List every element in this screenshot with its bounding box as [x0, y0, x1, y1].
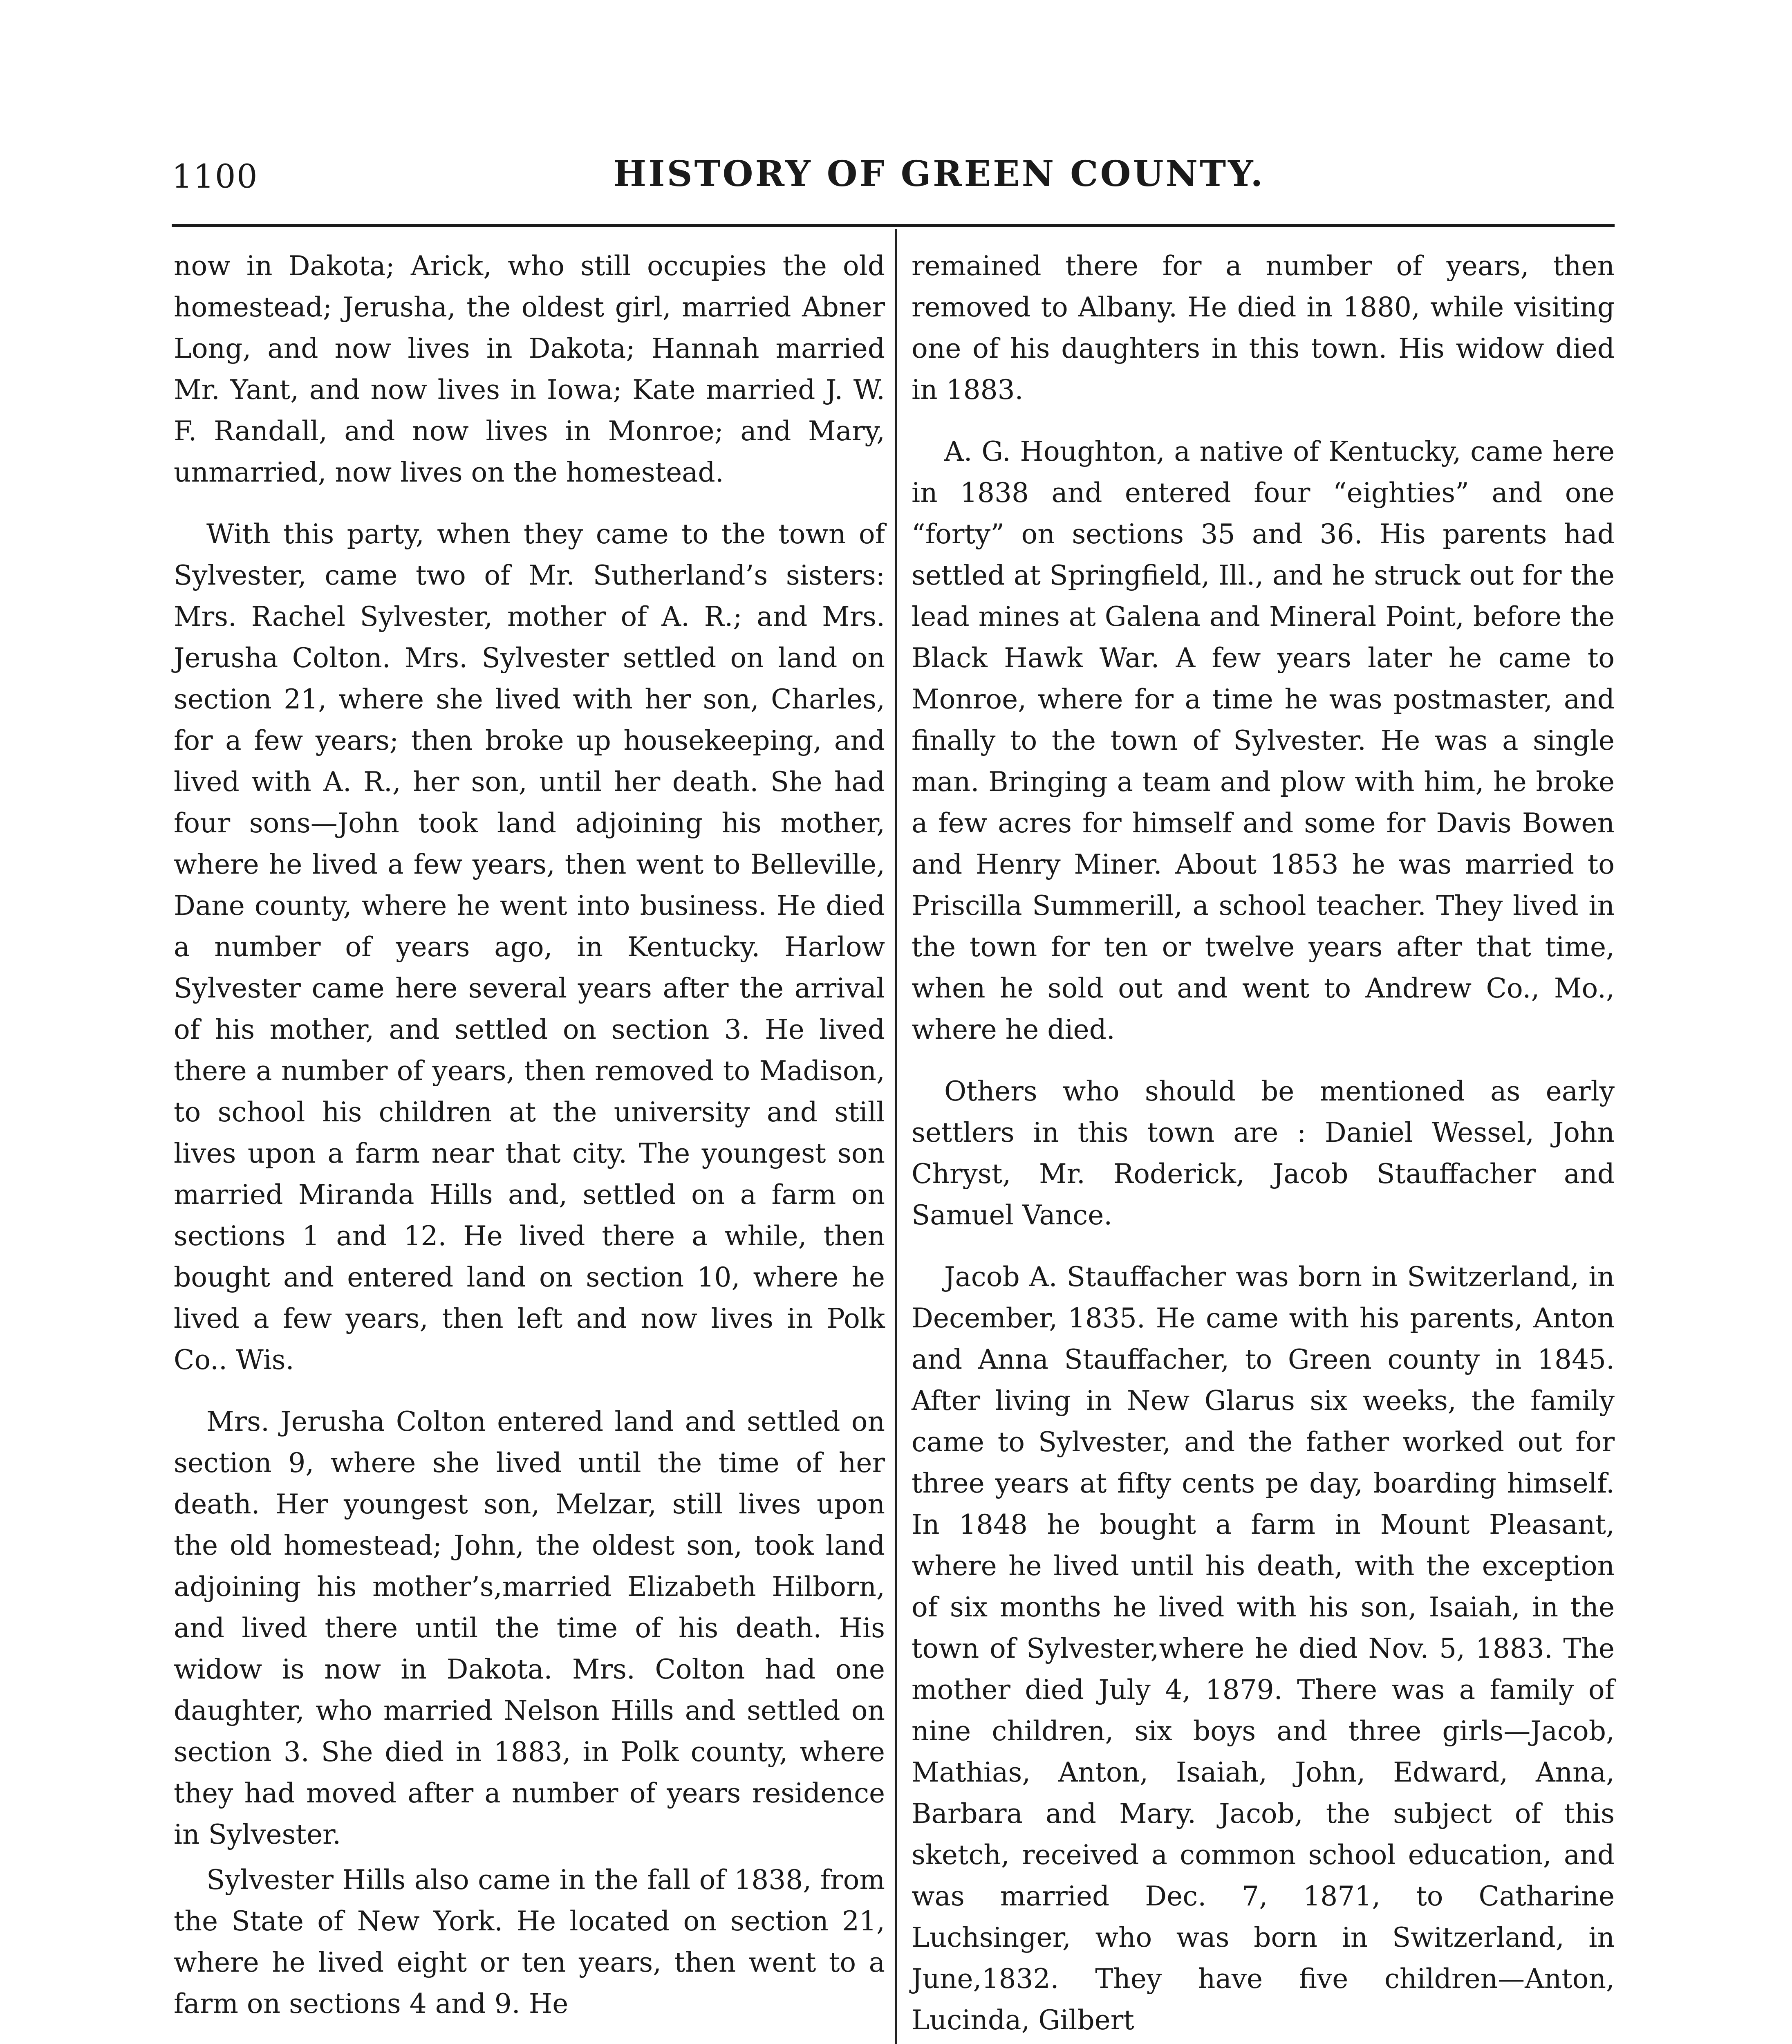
- paragraph-continued: now in Dakota; Arick, who still occupies the old homestead; Jerusha, the oldest girl, married Abner Long, and now lives in Dakota; Hannah married Mr. Yant, and now lives in Iowa; Kate married J. W. F. Randall, and now lives in Monroe; and Mary, unmarried, now lives on the homestead.: [174, 250, 885, 488]
- paragraph-colton-family: Mrs. Jerusha Colton entered land and settled on section 9, where she lived until the time of her death. Her youngest son, Melzar, still lives upon the old homestead; John, the oldest son, took land adjoining his mother’s,married Elizabeth Hilborn, and lived there until the time of his death. His widow is now in Dakota. Mrs. Colton had one daughter, who married Nelson Hills and settled on section 3. She died in 1883, in Polk county, where they had moved after a number of years residence in Sylvester.: [174, 1406, 885, 1850]
- paragraph-houghton: A. G. Houghton, a native of Kentucky, came here in 1838 and entered four “eighties” and one “forty” on sections 35 and 36. His parents had settled at Springfield, Ill., and he struck out for the lead mines at Galena and Mineral Point, before the Black Hawk War. A few years later he came to Monroe, where for a time he was postmaster, and finally to the town of Sylvester. He was a single man. Bringing a team and plow with him, he broke a few acres for himself and some for Davis Bowen and Henry Miner. About 1853 he was married to Priscilla Summerill, a school teacher. They lived in the town for ten or twelve years after that time, when he sold out and went to Andrew Co., Mo., where he died.: [912, 436, 1615, 1045]
- paragraph-stauffacher: Jacob A. Stauffacher was born in Switzerland, in December, 1835. He came with his parents, Anton and Anna Stauffacher, to Green county in 1845. After living in New Glarus six weeks, the family came to Sylvester, and the father worked out for three years at fifty cents pe day, boarding himself. In 1848 he bought a farm in Mount Pleasant, where he lived until his death, with the exception of six months he lived with his son, Isaiah, in the town of Sylvester,where he died Nov. 5, 1883. The mother died July 4, 1879. There was a family of nine children, six boys and three girls—Jacob, Mathias, Anton, Isaiah, John, Edward, Anna, Barbara and Mary. Jacob, the subject of this sketch, received a common school education, and was married Dec. 7, 1871, to Catharine Luchsinger, who was born in Switzerland, in June,1832. They have five children—Anton, Lucinda, Gilbert: [912, 1261, 1615, 2036]
- paragraph-sylvester-family: With this party, when they came to the town of Sylvester, came two of Mr. Sutherland’s sisters: Mrs. Rachel Sylvester, mother of A. R.; and Mrs. Jerusha Colton. Mrs. Sylvester settled on land on section 21, where she lived with her son, Charles, for a few years; then broke up housekeeping, and lived with A. R., her son, until her death. She had four sons—John took land adjoining his mother, where he lived a few years, then went to Belleville, Dane county, where he went into business. He died a number of years ago, in Kentucky. Harlow Sylvester came here several years after the arrival of his mother, and settled on section 3. He lived there a number of years, then removed to Madison, to school his children at the university and still lives upon a farm near that city. The youngest son married Miranda Hills and, settled on a farm on sections 1 and 12. He lived there a while, then bought and entered land on section 10, where he lived a few years, then left and now lives in Polk Co.. Wis.: [174, 518, 885, 1376]
- column-divider: [895, 229, 897, 2044]
- right-column: [912, 245, 1615, 2044]
- left-column: [174, 245, 885, 2044]
- header-rule: [172, 224, 1615, 227]
- paragraph-early-settlers: Others who should be mentioned as early settlers in this town are : Daniel Wessel, John Chryst, Mr. Roderick, Jacob Stauffacher and Samuel Vance.: [912, 1076, 1615, 1231]
- page-number: 1100: [172, 157, 258, 195]
- paragraph-continued-right: remained there for a number of years, then removed to Albany. He died in 1880, while visiting one of his daughters in this town. His widow died in 1883.: [912, 250, 1615, 406]
- paragraph-sylvester-hills: Sylvester Hills also came in the fall of 1838, from the State of New York. He located on section 21, where he lived eight or ten years, then went to a farm on sections 4 and 9. He: [174, 1864, 885, 2019]
- running-title: HISTORY OF GREEN COUNTY.: [613, 153, 1265, 195]
